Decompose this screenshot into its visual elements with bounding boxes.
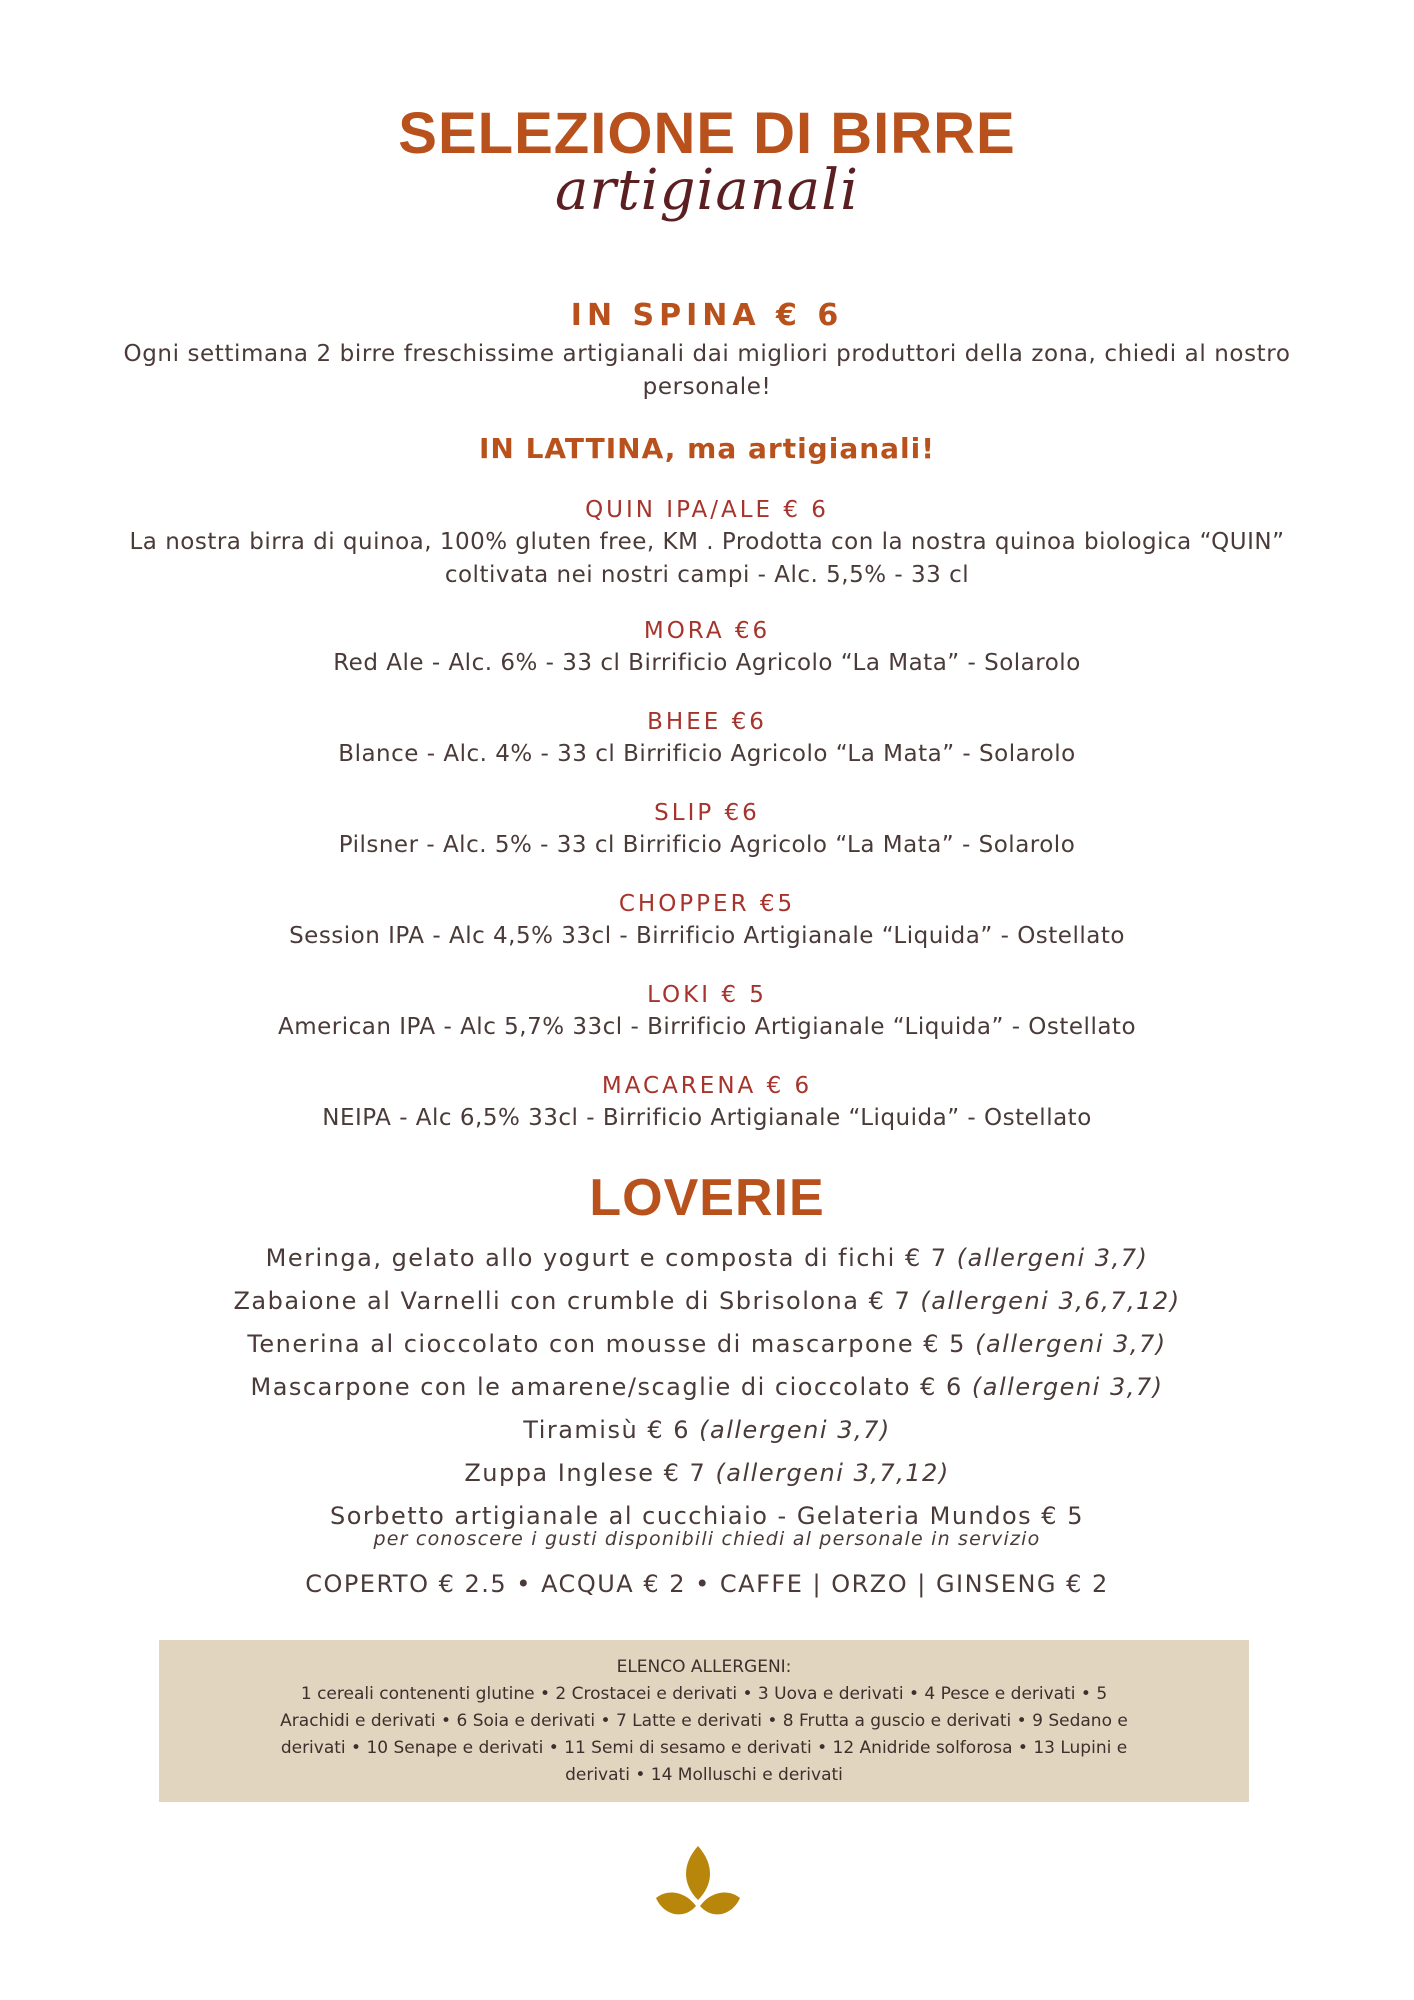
dessert-allergens: (allergeni 3,7) [975, 1330, 1167, 1358]
beer-name: MACARENA € 6 [601, 1073, 813, 1099]
dessert-item [0, 1330, 1414, 1358]
beer-description: Red Ale - Alc. 6% - 33 cl Birrificio Agricolo “La Mata” - Solarolo [333, 650, 1081, 676]
sorbetto-note: per conoscere i gusti disponibili chiedi al personale in servizio [373, 1528, 1041, 1550]
dessert-allergens: (allergeni 3,7) [699, 1416, 891, 1444]
beer-name: LOKI € 5 [647, 982, 767, 1008]
beer-description: NEIPA - Alc 6,5% 33cl - Birrificio Artigianale “Liquida” - Ostellato [322, 1105, 1092, 1131]
beer-description: American IPA - Alc 5,7% 33cl - Birrificio Artigianale “Liquida” - Ostellato [277, 1014, 1137, 1040]
dessert-text: Zuppa Inglese € 7 [464, 1459, 707, 1487]
dessert-allergens: (allergeni 3,7) [956, 1244, 1149, 1272]
beer-name: BHEE €6 [647, 709, 767, 735]
dessert-item [0, 1244, 1414, 1272]
dessert-item [0, 1287, 1414, 1315]
section-heading-loverie: LOVERIE [589, 1169, 825, 1227]
dessert-allergens: (allergeni 3,7) [971, 1373, 1164, 1401]
dessert-text: Mascarpone con le amarene/scaglie di cioccolato € 6 [250, 1373, 963, 1401]
beer-name: QUIN IPA/ALE € 6 [585, 497, 829, 523]
dessert-text: Tiramisù € 6 [523, 1416, 690, 1444]
dessert-text: Tenerina al cioccolato con mousse di mascarpone € 5 [247, 1330, 966, 1358]
allergen-list: 1 cereali contenenti glutine • 2 Crostacei e derivati • 3 Uova e derivati • 4 Pesce e derivati • 5 Arachidi e derivati • 6 Soia e derivati • 7 Latte e derivati • 8 Frutta a guscio e derivati • 9 Sedano e derivati • 10 Senape e derivati • 11 Semi di sesamo e derivati • 12 Anidride solforosa • 13 Lupini e derivati • 14 Molluschi e derivati [280, 1684, 1128, 1785]
beer-description: La nostra birra di quinoa, 100% gluten free, KM . Prodotta con la nostra quinoa biologica “QUIN” coltivata nei nostri campi - Alc. 5,5% - 33 cl [129, 529, 1285, 588]
dessert-text: Meringa, gelato allo yogurt e composta di fichi € 7 [265, 1244, 948, 1272]
dessert-item [0, 1459, 1414, 1487]
beer-name: SLIP €6 [654, 800, 760, 826]
leaf-flourish-icon [652, 1842, 744, 1934]
beer-description: Session IPA - Alc 4,5% 33cl - Birrificio Artigianale “Liquida” - Ostellato [289, 923, 1125, 949]
dessert-text: Zabaione al Varnelli con crumble di Sbrisolona € 7 [233, 1287, 912, 1315]
beer-name: CHOPPER €5 [618, 891, 796, 917]
section-heading-spina: IN SPINA € 6 [570, 298, 844, 333]
section-heading-lattina: IN LATTINA, ma artigianali! [478, 432, 936, 465]
dessert-item [0, 1373, 1414, 1401]
sorbetto-item: Sorbetto artigianale al cucchiaio - Gelateria Mundos € 5 [330, 1502, 1084, 1530]
spina-description: Ogni settimana 2 birre freschissime artigianali dai migliori produttori della zona, chiedi al nostro personale! [123, 341, 1291, 400]
beer-description: Pilsner - Alc. 5% - 33 cl Birrificio Agricolo “La Mata” - Solarolo [338, 832, 1076, 858]
beer-name: MORA €6 [643, 618, 771, 644]
page-subtitle: artigianali [555, 158, 859, 223]
dessert-allergens: (allergeni 3,6,7,12) [920, 1287, 1181, 1315]
extras-line: COPERTO € 2.5 • ACQUA € 2 • CAFFE | ORZO | GINSENG € 2 [305, 1570, 1109, 1598]
allergen-box [159, 1640, 1249, 1802]
beer-description: Blance - Alc. 4% - 33 cl Birrificio Agricolo “La Mata” - Solarolo [338, 741, 1076, 767]
dessert-allergens: (allergeni 3,7,12) [715, 1459, 950, 1487]
page-title: SELEZIONE DI BIRRE [398, 101, 1016, 166]
allergen-title: ELENCO ALLERGENI: [616, 1657, 792, 1677]
dessert-item [0, 1416, 1414, 1444]
